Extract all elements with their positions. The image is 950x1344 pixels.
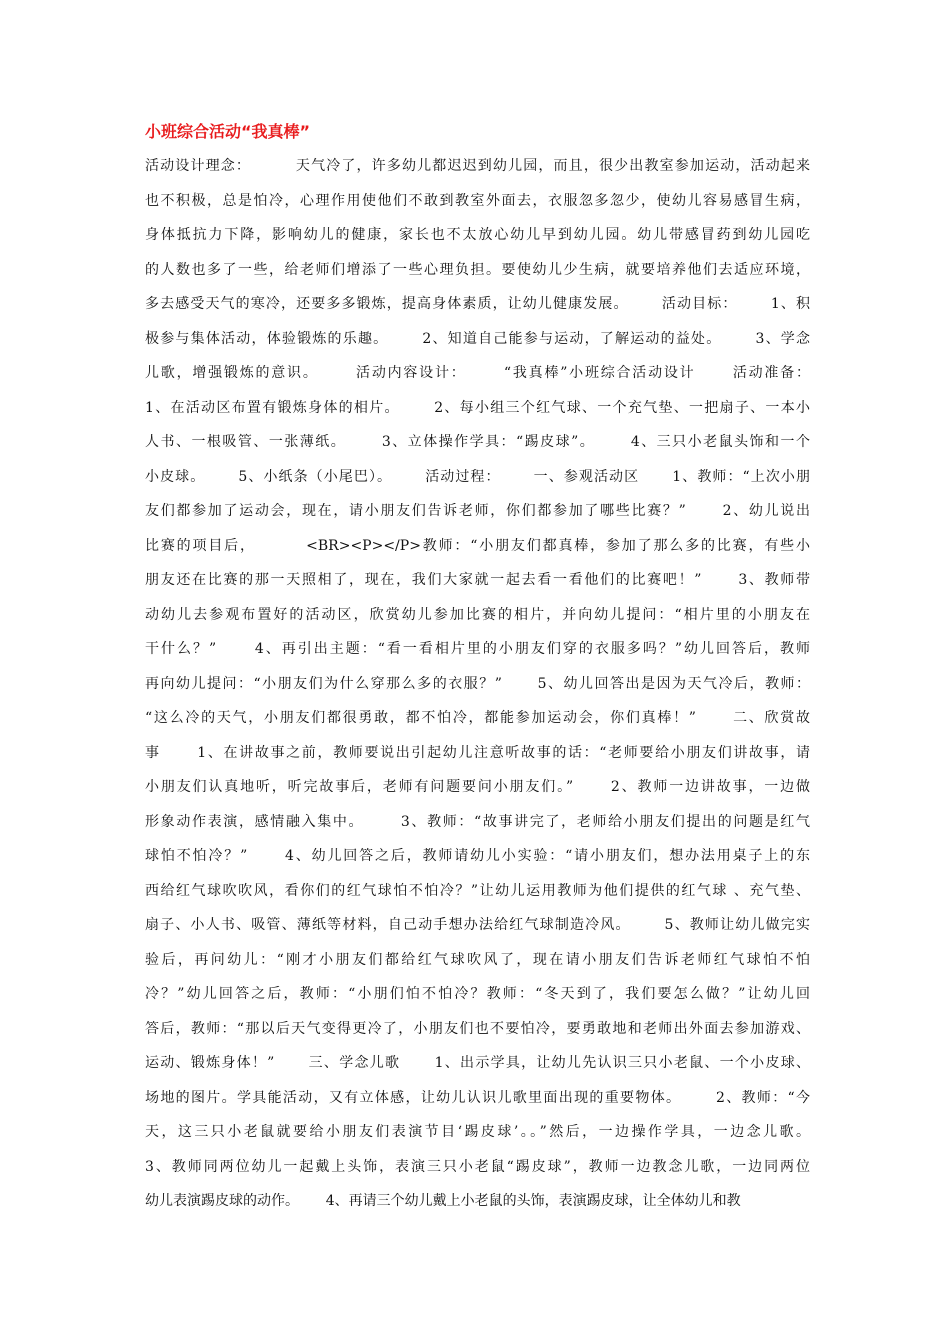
body-line: 天，这三只小老鼠就要给小朋友们表演节目‘踢皮球’。。”然后，一边操作学具，一边念儿歌。 [145, 1124, 810, 1140]
body-line: 比赛的项目后， <BR><P></P>教师：“小朋友们都真棒，参加了那么多的比赛，有些小 [145, 537, 810, 554]
body-line: 极参与集体活动，体验锻炼的乐趣。 2、知道自己能参与运动，了解运动的益处。 3、学念 [145, 330, 810, 347]
body-line: 友们都参加了运动会，现在，请小朋友们告诉老师，你们都参加了哪些比赛？” 2、幼儿说出 [145, 503, 810, 519]
body-line: 3、教师同两位幼儿一起戴上头饰，表演三只小老鼠“踢皮球”，教师一边教念儿歌，一边同两位 [145, 1158, 810, 1175]
body-line: 幼儿表演踢皮球的动作。 4、再请三个幼儿戴上小老鼠的头饰，表演踢皮球，让全体幼儿和教 [145, 1193, 741, 1209]
body-line: 1、在活动区布置有锻炼身体的相片。 2、每小组三个红气球、一个充气垫、一把扇子、一本小 [145, 399, 810, 416]
body-line: “这么冷的天气，小朋友们都很勇敢，都不怕冷，都能参加运动会，你们真棒！” 二、欣赏故 [145, 710, 810, 726]
body-line: 人书、一根吸管、一张薄纸。 3、立体操作学具：“踢皮球”。 4、三只小老鼠头饰和一个 [145, 434, 810, 450]
body-line: 动幼儿去参观布置好的活动区，欣赏幼儿参加比赛的相片，并向幼儿提问：“相片里的小朋友在 [145, 606, 810, 623]
document-body [145, 149, 810, 1219]
body-line: 事 1、在讲故事之前，教师要说出引起幼儿注意听故事的话：“老师要给小朋友们讲故事，请 [145, 744, 810, 761]
body-line: 再向幼儿提问：“小朋友们为什么穿那么多的衣服？” 5、幼儿回答出是因为天气冷后，教师： [145, 675, 810, 692]
body-line: 活动设计理念： 天气冷了，许多幼儿都迟迟到幼儿园，而且，很少出教室参加运动，活动起来 [145, 158, 810, 174]
body-line: 扇子、小人书、吸管、薄纸等材料，自己动手想办法给红气球制造冷风。 5、教师让幼儿做完实 [145, 917, 810, 933]
body-line: 小朋友们认真地听，听完故事后，老师有问题要问小朋友们。” 2、教师一边讲故事，一边做 [145, 779, 810, 795]
body-line: 场地的图片。学具能活动，又有立体感，让幼儿认识儿歌里面出现的重要物体。 2、教师：“今 [145, 1089, 810, 1106]
body-line: 球怕不怕冷？” 4、幼儿回答之后，教师请幼儿小实验：“请小朋友们，想办法用桌子上的东 [145, 848, 810, 864]
body-line: 验后，再问幼儿：“刚才小朋友们都给红气球吹风了，现在请小朋友们告诉老师红气球怕不怕 [145, 951, 810, 968]
document-title: 小班综合活动“我真棒” [145, 122, 311, 141]
body-line: 运动、锻炼身体！” 三、学念儿歌 1、出示学具，让幼儿先认识三只小老鼠、一个小皮球、 [145, 1055, 810, 1071]
body-line: 身体抵抗力下降，影响幼儿的健康，家长也不太放心幼儿早到幼儿园。幼儿带感冒药到幼儿园吃 [145, 227, 810, 243]
body-line: 干什么？” 4、再引出主题：“看一看相片里的小朋友们穿的衣服多吗？”幼儿回答后，教师 [145, 641, 810, 657]
body-line: 的人数也多了一些，给老师们增添了一些心理负担。要使幼儿少生病，就要培养他们去适应环境， [145, 261, 810, 278]
body-line: 冷？”幼儿回答之后，教师：“小朋们怕不怕冷？教师：“冬天到了，我们要怎么做？”让幼儿回 [145, 986, 810, 1002]
body-line: 多去感受天气的寒冷，还要多多锻炼，提高身体素质，让幼儿健康发展。 活动目标： 1、积 [145, 296, 810, 312]
body-line: 形象动作表演，感情融入集中。 3、教师：“故事讲完了，老师给小朋友们提出的问题是红气 [145, 813, 810, 830]
body-line: 小皮球。 5、小纸条（小尾巴）。 活动过程： 一、参观活动区 1、教师：“上次小朋 [145, 468, 810, 485]
body-line: 答后，教师：“那以后天气变得更冷了，小朋友们也不要怕冷，要勇敢地和老师出外面去参加游戏、 [145, 1020, 810, 1037]
body-line: 朋友还在比赛的那一天照相了，现在，我们大家就一起去看一看他们的比赛吧！” 3、教师带 [145, 572, 810, 588]
body-line: 西给红气球吹吹风，看你们的红气球怕不怕冷？”让幼儿运用教师为他们提供的红气球 、充气垫、 [145, 882, 810, 899]
body-line: 儿歌，增强锻炼的意识。 活动内容设计： “我真棒”小班综合活动设计 活动准备： [145, 365, 810, 381]
body-line: 也不积极，总是怕冷，心理作用使他们不敢到教室外面去，衣服忽多忽少，使幼儿容易感冒生病， [145, 192, 810, 209]
